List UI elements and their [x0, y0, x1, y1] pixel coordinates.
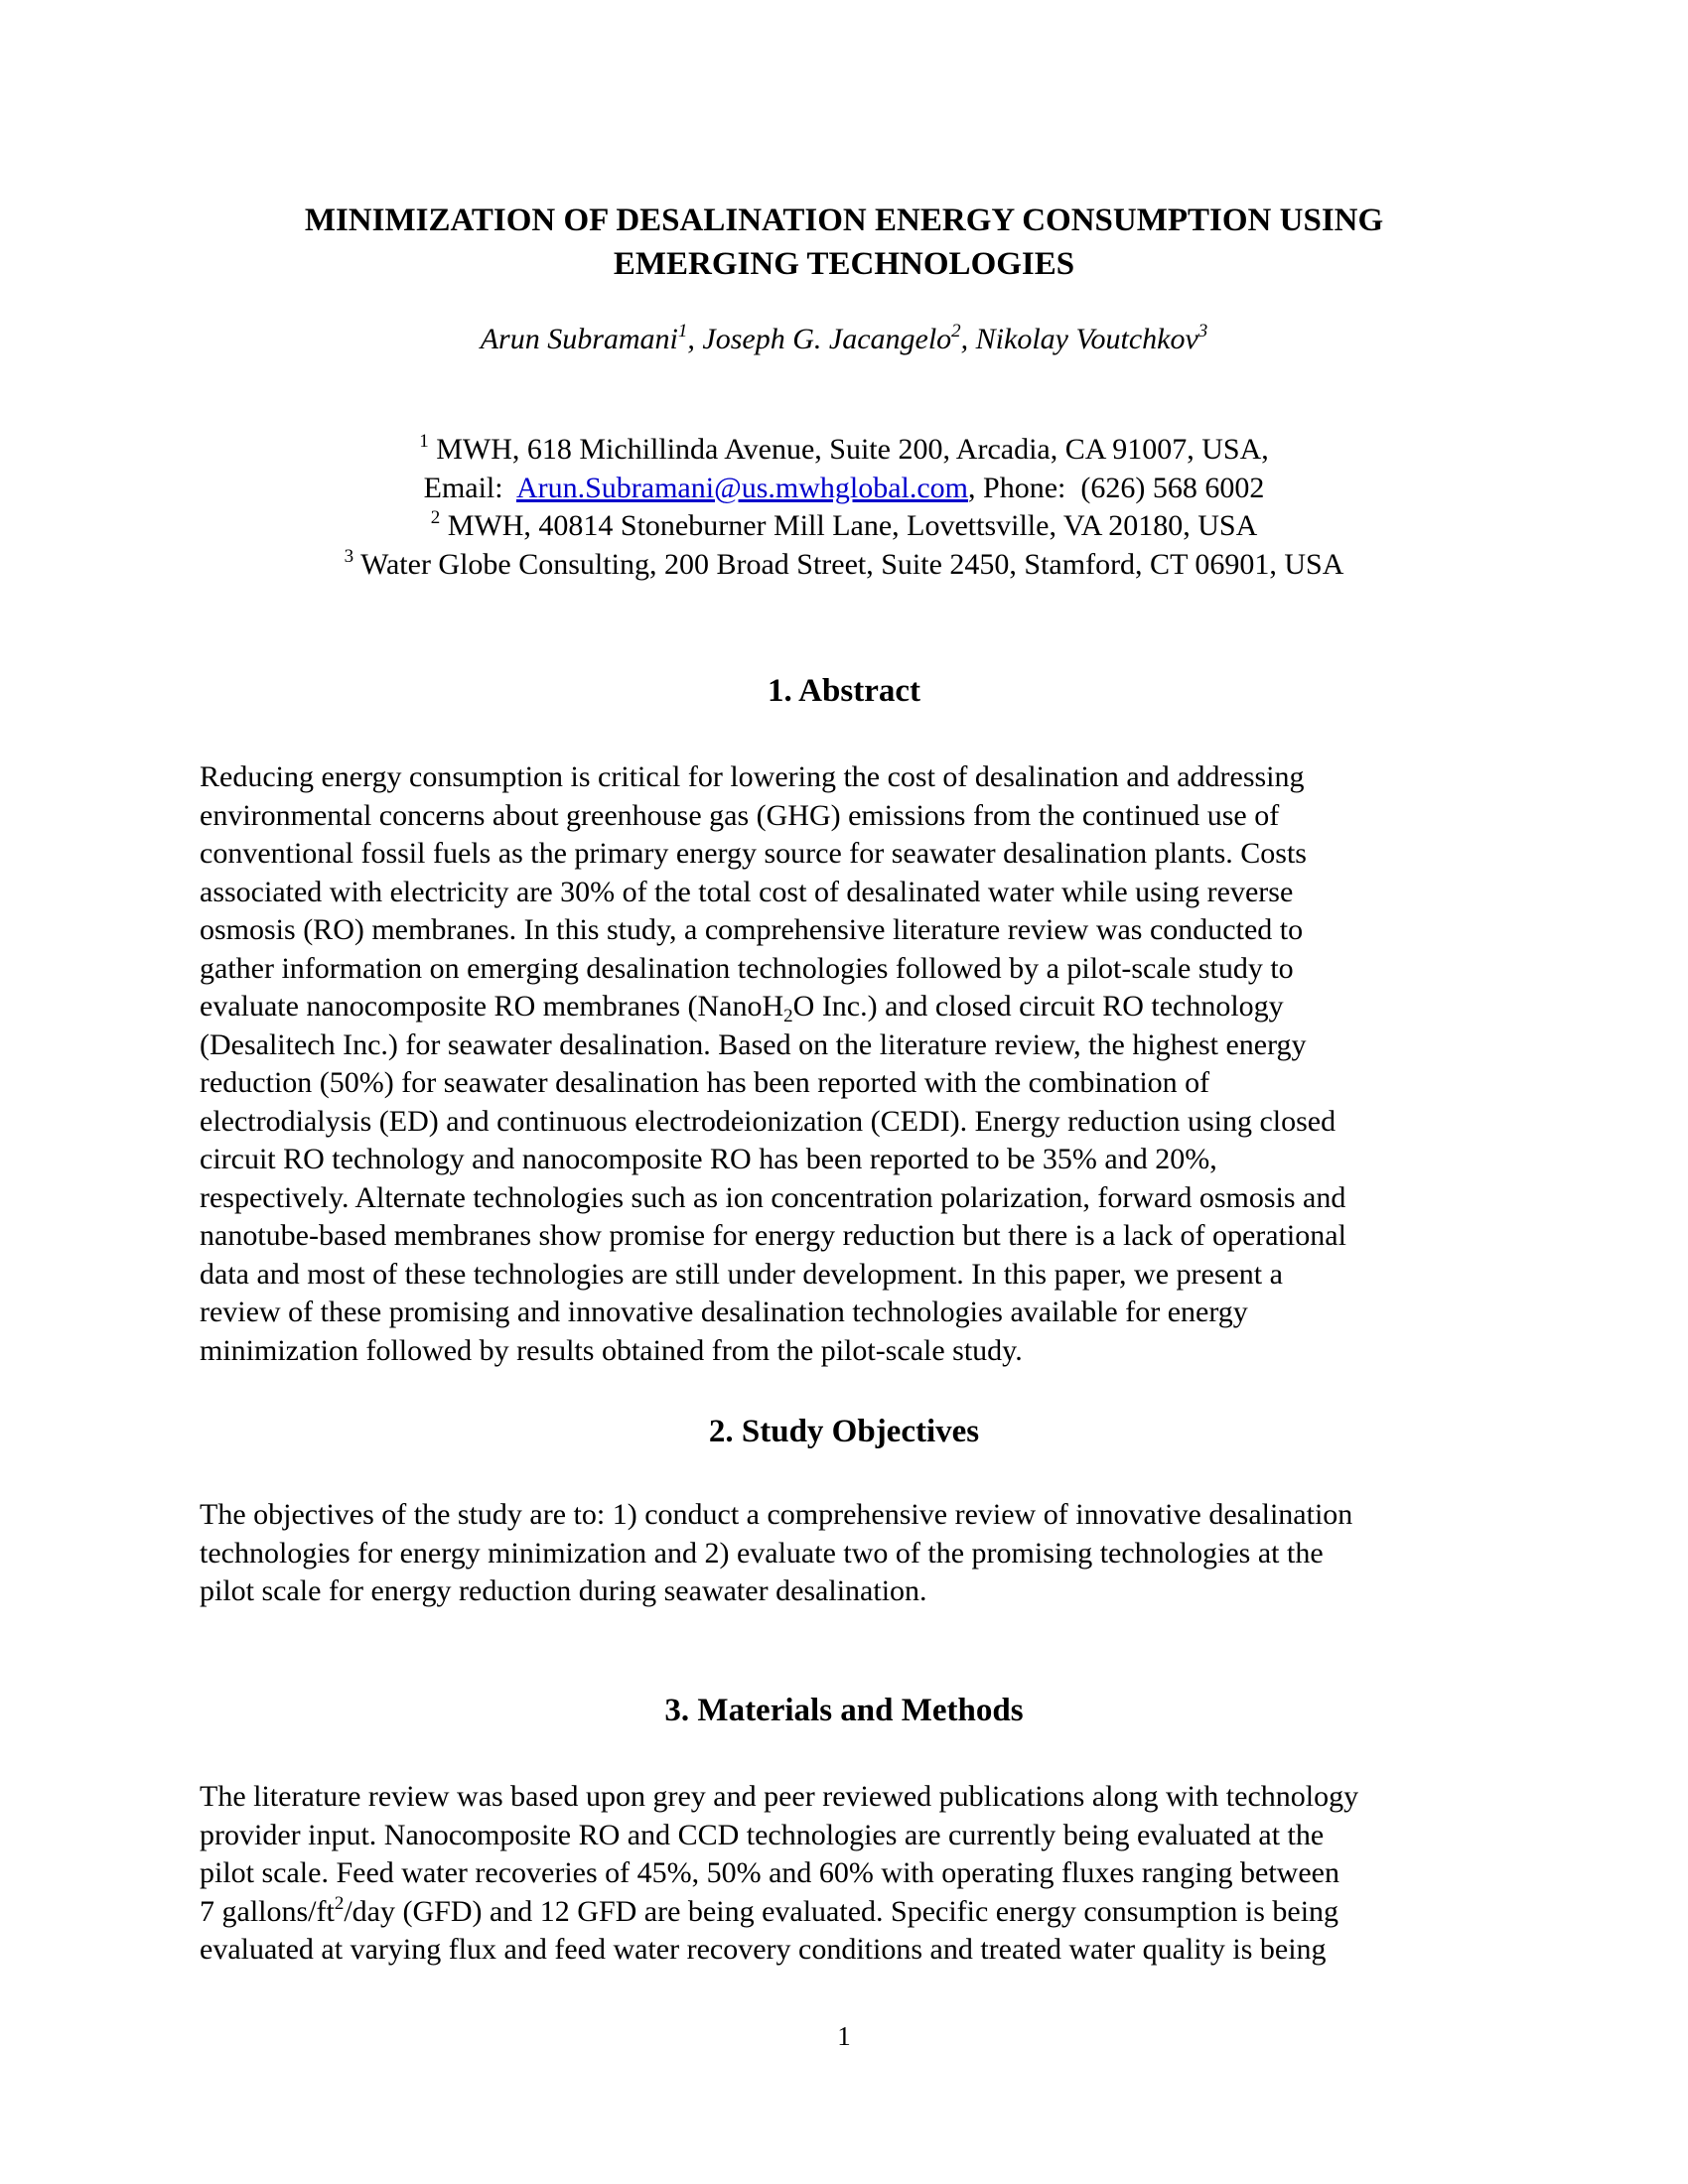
affiliations — [0, 431, 1688, 584]
author-affil-marker: 1 — [677, 321, 688, 341]
contact-line — [0, 470, 1688, 508]
author-affil-marker: 3 — [1197, 321, 1208, 341]
affil-text: Water Globe Consulting, 200 Broad Street, Suite 2450, Stamford, CT 06901, USA — [353, 547, 1344, 581]
text-line: review of these promising and innovative desalination technologies available for energy — [200, 1296, 1248, 1328]
email-link[interactable]: Arun.Subramani@us.mwhglobal.com — [515, 471, 969, 504]
methods-paragraph — [200, 1778, 1500, 1970]
text-line: technologies for energy minimization and 2) evaluate two of the promising technologies at the — [200, 1536, 1324, 1570]
author-list — [0, 320, 1688, 359]
affil-text: MWH, 618 Michillinda Avenue, Suite 200, Arcadia, CA 91007, USA, — [428, 433, 1269, 466]
page-number: 1 — [837, 2021, 851, 2051]
text-line: minimization followed by results obtained from the pilot-scale study. — [200, 1333, 1023, 1367]
author-separator: , — [960, 323, 976, 355]
title-line-2: EMERGING TECHNOLOGIES — [613, 246, 1075, 282]
objectives-paragraph — [200, 1496, 1500, 1611]
affiliation-2 — [0, 507, 1688, 546]
email-label: Email: — [423, 471, 516, 504]
text-line: provider input. Nanocomposite RO and CCD technologies are currently being evaluated at the — [200, 1818, 1325, 1851]
author-affil-marker: 2 — [951, 321, 961, 341]
text-line: The literature review was based upon grey and peer reviewed publications along with technology — [200, 1780, 1359, 1813]
text-line: pilot scale for energy reduction during seawater desalination. — [200, 1574, 927, 1607]
section-heading-abstract: 1. Abstract — [768, 673, 920, 709]
superscript: 2 — [334, 1892, 345, 1914]
abstract-paragraph — [200, 758, 1500, 1370]
affiliation-1 — [0, 431, 1688, 470]
text-line: conventional fossil fuels as the primary energy source for seawater desalination plants. Costs — [200, 837, 1307, 870]
text-line: gather information on emerging desalination technologies followed by a pilot-scale study to — [200, 951, 1294, 985]
text-line: The objectives of the study are to: 1) conduct a comprehensive review of innovative desalination — [200, 1498, 1353, 1531]
author-name: Arun Subramani — [480, 323, 678, 355]
text-line: reduction (50%) for seawater desalination has been reported with the combination of — [200, 1066, 1210, 1099]
affil-text: MWH, 40814 Stoneburner Mill Lane, Lovettsville, VA 20180, USA — [440, 509, 1258, 542]
text-line: nanotube-based membranes show promise for energy reduction but there is a lack of operational — [200, 1219, 1346, 1252]
text-line: evaluated at varying flux and feed water recovery conditions and treated water quality is being — [200, 1933, 1327, 1966]
text-line: environmental concerns about greenhouse gas (GHG) emissions from the continued use of — [200, 798, 1280, 832]
text-line: evaluate nanocomposite RO membranes (NanoH$_2$O Inc.) and closed circuit RO technology — [200, 990, 1284, 1026]
section-heading-objectives: 2. Study Objectives — [708, 1414, 980, 1449]
text-line: data and most of these technologies are still under development. In this paper, we present a — [200, 1257, 1283, 1291]
paper-title — [0, 199, 1688, 286]
section-heading-methods: 3. Materials and Methods — [664, 1693, 1024, 1728]
author-separator: , — [687, 323, 703, 355]
title-line-1: MINIMIZATION OF DESALINATION ENERGY CONSUMPTION USING — [304, 203, 1384, 238]
text-line: 7 gallons/$ft^2$/day (GFD) and 12 GFD are being evaluated. Specific energy consumption is being — [200, 1892, 1339, 1928]
text-line: associated with electricity are 30% of the total cost of desalinated water while using reverse — [200, 875, 1294, 908]
subscript: 2 — [783, 1006, 793, 1026]
text-line: Reducing energy consumption is critical for lowering the cost of desalination and addressing — [200, 760, 1305, 793]
affiliation-3 — [0, 546, 1688, 585]
affil-marker: 3 — [344, 545, 354, 567]
author-name: Joseph G. Jacangelo — [702, 323, 952, 355]
phone-text: , Phone: (626) 568 6002 — [968, 471, 1265, 504]
text-line: (Desalitech Inc.) for seawater desalination. Based on the literature review, the highest energy — [200, 1027, 1307, 1061]
text-line: osmosis (RO) membranes. In this study, a comprehensive literature review was conducted to — [200, 913, 1304, 946]
text-line: respectively. Alternate technologies such as ion concentration polarization, forward osmosis and — [200, 1180, 1346, 1214]
affil-marker: 2 — [430, 507, 441, 528]
affil-marker: 1 — [419, 431, 429, 452]
text-line: circuit RO technology and nanocomposite RO has been reported to be 35% and 20%, — [200, 1143, 1217, 1175]
text-line: pilot scale. Feed water recoveries of 45%, 50% and 60% with operating fluxes ranging between — [200, 1856, 1339, 1889]
text-line: electrodialysis (ED) and continuous electrodeionization (CEDI). Energy reduction using closed — [200, 1104, 1336, 1138]
author-name: Nikolay Voutchkov — [975, 323, 1198, 355]
